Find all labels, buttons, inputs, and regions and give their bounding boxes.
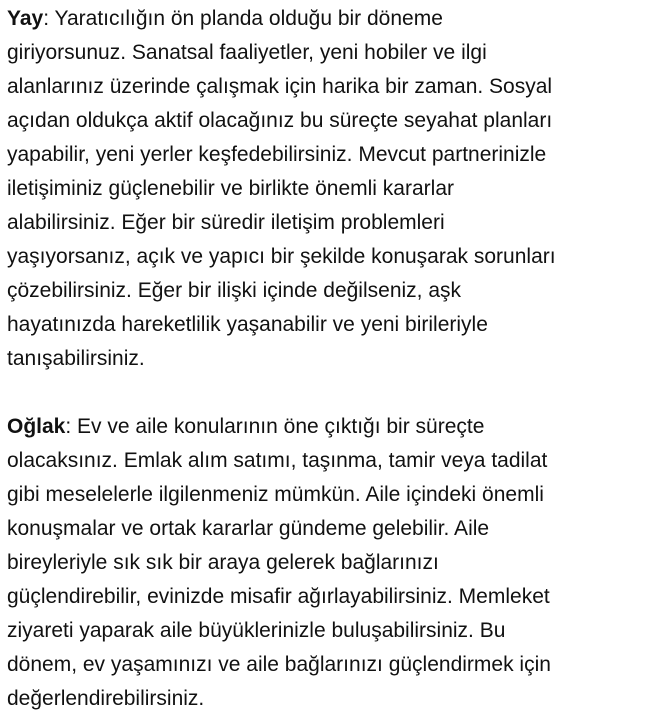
text-line: çözebilirsiniz. Eğer bir ilişki içinde değilseniz, aşk	[7, 279, 462, 302]
text-line: alabilirsiniz. Eğer bir süredir iletişim problemleri	[7, 211, 445, 234]
text-line: alanlarınız üzerinde çalışmak için harika bir zaman. Sosyal	[7, 75, 553, 98]
horoscope-text	[7, 2, 653, 716]
text-line: değerlendirebilirsiniz.	[7, 687, 205, 710]
text-line: gibi meselelerle ilgilenmeniz mümkün. Aile içindeki önemli	[7, 483, 544, 506]
text-line: yapabilir, yeni yerler keşfedebilirsiniz. Mevcut partnerinizle	[7, 143, 547, 166]
text-line: konuşmalar ve ortak kararlar gündeme gelebilir. Aile	[7, 517, 490, 540]
sign-title: Yay	[7, 7, 44, 30]
text-line: Yaratıcılığın ön planda olduğu bir döneme	[49, 7, 443, 30]
sign-separator: :	[65, 415, 72, 438]
text-line: açıdan oldukça aktif olacağınız bu süreçte seyahat planları	[7, 109, 553, 132]
text-line: dönem, ev yaşamınızı ve aile bağlarınızı güçlendirmek için	[7, 653, 551, 676]
text-line: yaşıyorsanız, açık ve yapıcı bir şekilde konuşarak sorunları	[7, 245, 556, 268]
text-line: ziyareti yaparak aile büyüklerinizle buluşabilirsiniz. Bu	[7, 619, 506, 642]
text-line: olacaksınız. Emlak alım satımı, taşınma, tamir veya tadilat	[7, 449, 548, 472]
section-yay	[7, 2, 653, 376]
text-line: Ev ve aile konularının öne çıktığı bir süreçte	[71, 415, 485, 438]
text-line: hayatınızda hareketlilik yaşanabilir ve yeni birileriyle	[7, 313, 488, 336]
text-line: giriyorsunuz. Sanatsal faaliyetler, yeni hobiler ve ilgi	[7, 41, 487, 64]
sign-separator: :	[43, 7, 50, 30]
sign-title: Oğlak	[7, 415, 66, 438]
text-line: bireyleriyle sık sık bir araya gelerek bağlarınızı	[7, 551, 439, 574]
text-line: iletişiminiz güçlenebilir ve birlikte önemli kararlar	[7, 177, 454, 200]
text-line: güçlendirebilir, evinizde misafir ağırlayabilirsiniz. Memleket	[7, 585, 550, 608]
section-oglak	[7, 410, 653, 716]
text-line: tanışabilirsiniz.	[7, 347, 145, 370]
